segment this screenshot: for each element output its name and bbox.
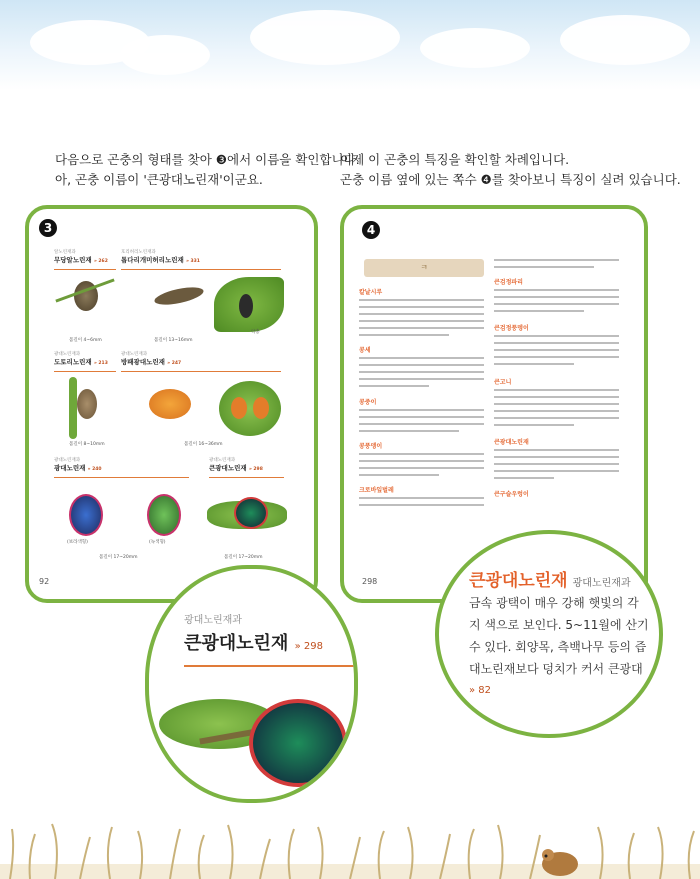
leaf-image [219,381,281,436]
bug-image [249,699,347,787]
zoom-page-ref: » 298 [294,641,323,652]
cell-3 [54,351,116,366]
entry-title: 콩중이 [359,399,377,406]
bug-image [69,494,103,536]
zoom-page-ref: » 82 [469,685,492,696]
bug-image [253,397,269,419]
entry-title: 칼날시루 [359,289,383,296]
cell-4 [121,351,281,366]
cell-1 [54,249,116,264]
entry-title: 큰광대노린재 [494,439,529,446]
zoom-title-row [469,566,631,591]
bug-image [234,497,268,529]
intro-left-line1: 다음으로 곤충의 형태를 찾아 ❸에서 이름을 확인합니다. [55,152,360,167]
bug-image [239,294,253,318]
entry-title: 큰고니 [494,379,512,386]
bug-image [147,494,181,536]
page-number: 298 [362,577,378,586]
bug-image [149,389,191,419]
size-label: 몸길이 17~20mm [224,555,263,560]
entry-title: 큰검정풍뎅이 [494,325,529,332]
zoom-family: 광대노린재과 [184,615,242,626]
entry-title: 콩풍뎅이 [359,443,383,450]
caption: (보라색형) [67,540,88,545]
zoom-line: 금속 광택이 매우 강해 햇빛의 각 [469,596,639,610]
caption: 약충 [251,330,260,335]
zoom-name: 큰광대노린재 » 298 [184,633,323,654]
size-label: 몸길이 8~10mm [69,442,105,447]
intro-right-line2: 곤충 이름 옆에 있는 쪽수 ❹를 찾아보니 특징이 실려 있습니다. [340,172,681,187]
sky-background [0,0,700,90]
cell-name: 톱다리개미허리노린재 » 331 [121,256,200,264]
cell-family: 광대노린재과 [209,458,236,463]
cell-family: 광대노린재과 [54,458,81,463]
cell-name: 방패광대노린재 » 247 [121,358,182,366]
cell-family: 광대노린재과 [54,352,81,357]
zoom-line: 수 있다. 회양목, 측백나무 등의 즙 [469,640,647,654]
section-header: ㅋ [364,259,484,277]
step-number-3: 3 [39,219,57,237]
cell-family: 호리허리노린재과 [121,250,156,255]
size-label: 몸길이 4~6mm [69,338,102,343]
intro-right-line1: 이제 이 곤충의 특징을 확인할 차례입니다. [340,152,570,167]
zoom-circle-right [435,530,663,738]
zoom-line: 지 색으로 보인다. 5~11월에 산기 [469,618,649,632]
size-label: 몸길이 13~16mm [154,338,193,343]
zoom-line: 대노린재보다 덩치가 커서 큰광대 [469,662,643,676]
cell-2 [121,249,281,264]
entry-title: 큰검정파리 [494,279,523,286]
caption: (녹색형) [149,540,166,545]
cell-family: 광대노린재과 [121,352,148,357]
size-label: 몸길이 17~20mm [99,555,138,560]
page-number: 92 [39,577,50,586]
intro-right [340,150,681,190]
bug-image [231,397,247,419]
cell-6 [209,457,284,472]
cell-name: 큰광대노린재 » 298 [209,464,263,472]
cell-5 [54,457,189,472]
grass-footer [0,809,700,879]
entry-title: 크로바잎벌레 [359,487,394,494]
panel-step-3 [25,205,318,603]
zoom-title: 큰광대노린재 [469,571,568,591]
bug-image [77,389,97,419]
zoom-circle-left [145,565,358,803]
size-label: 몸길이 16~36mm [184,442,223,447]
intro-left-line2: 아, 곤충 이름이 '큰광대노린재'이군요. [55,172,263,187]
entry-title: 큰구슬우렁이 [494,491,529,498]
zoom-body [469,592,649,702]
cell-name: 광대노린재 » 240 [54,464,102,472]
step-number-4: 4 [362,221,380,239]
bug-image [153,284,205,308]
intro-left [55,150,360,190]
zoom-family: 광대노린재과 [572,578,631,589]
cell-name: 무당알노린재 » 262 [54,256,108,264]
entry-title: 콩세 [359,347,371,354]
cell-name: 도토리노린재 » 213 [54,358,108,366]
cell-family: 알노린재과 [54,250,76,255]
